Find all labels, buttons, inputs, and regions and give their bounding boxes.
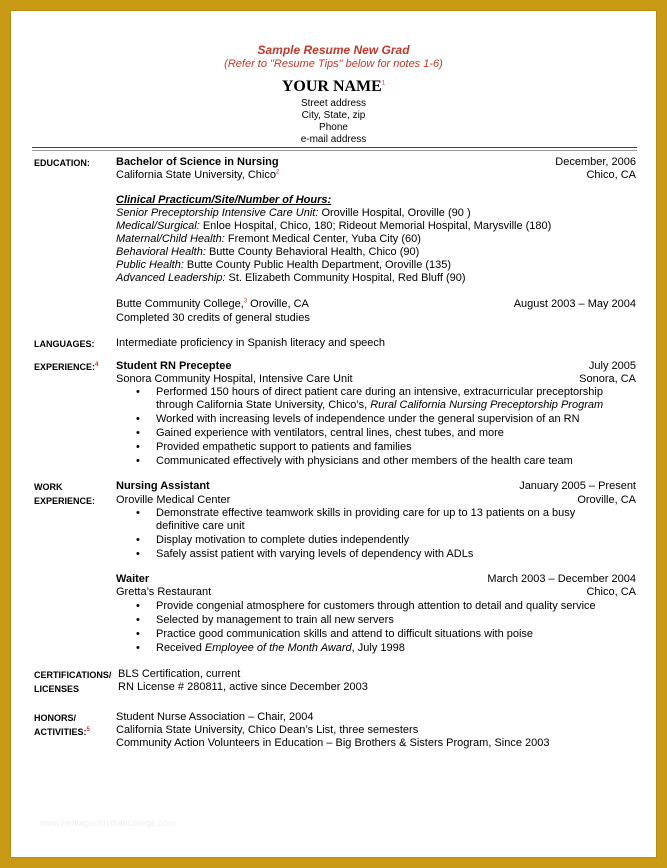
college: Butte Community College,$^3$ Oroville, CA	[116, 298, 309, 310]
college-note: 3	[243, 298, 248, 305]
watermark: www.heritagechristiancollege.com	[40, 818, 176, 828]
job-place: Oroville Medical Center	[116, 494, 231, 506]
clinical-item: Advanced Leadership: St. Elizabeth Community Hospital, Red Bluff (90)	[116, 272, 466, 284]
bullet-icon: •	[136, 548, 140, 560]
job-location: Sonora, CA	[579, 373, 636, 385]
address-line: e-mail address	[300, 134, 367, 145]
name-note: 1	[381, 80, 386, 87]
section-label-languages: LANGUAGES:	[34, 339, 95, 349]
name-text: YOUR NAME	[281, 78, 382, 95]
experience-note: 4	[95, 362, 99, 368]
header-rule-thin	[32, 150, 637, 151]
bullet-icon: •	[136, 534, 140, 546]
job-place: Sonora Community Hospital, Intensive Care Unit	[116, 373, 353, 385]
honor-item: California State University, Chico Dean’s List, three semesters	[116, 724, 419, 736]
section-label-certifications: CERTIFICATIONS/	[34, 670, 112, 680]
school	[116, 169, 279, 181]
job-location: Oroville, CA	[577, 494, 636, 506]
list-item: Safely assist patient with varying levels of dependency with ADLs	[156, 548, 474, 560]
bullet-icon: •	[136, 386, 140, 398]
section-label-activities: ACTIVITIES:$^5$	[34, 727, 90, 737]
school-note: 2	[275, 169, 280, 176]
bullet-icon: •	[136, 441, 140, 453]
resume-subtitle: (Refer to "Resume Tips" below for notes 1-6)	[224, 58, 443, 70]
list-item: Practice good communication skills and attend to difficult situations with poise	[156, 628, 534, 640]
job-date: March 2003 – December 2004	[487, 573, 636, 585]
address-line: Street address	[300, 98, 367, 109]
bullet-icon: •	[136, 413, 140, 425]
list-item-cont: through California State University, Chico’s, Rural California Nursing Preceptorship Program	[156, 399, 604, 411]
bullet-icon: •	[136, 628, 140, 640]
degree: Bachelor of Science in Nursing	[116, 156, 279, 168]
address-line: Phone	[319, 122, 348, 133]
address-line: City, State, zip	[301, 110, 366, 121]
list-item: Gained experience with ventilators, central lines, chest tubes, and more	[156, 427, 504, 439]
list-item: Provided empathetic support to patients and families	[156, 441, 412, 453]
resume-title: Sample Resume New Grad	[257, 43, 410, 57]
section-label-honors: HONORS/	[34, 713, 77, 723]
list-item: Performed 150 hours of direct patient care during an intensive, extracurricular preceptorship	[156, 386, 603, 398]
honors-note: 5	[86, 727, 90, 733]
job-title: Student RN Preceptee	[116, 360, 232, 372]
section-label-licenses: LICENSES	[34, 684, 80, 694]
degree-date: December, 2006	[555, 156, 636, 168]
section-label-experience: EXPERIENCE:$^4$	[34, 362, 99, 372]
clinical-item: Medical/Surgical: Enloe Hospital, Chico, 180; Rideout Memorial Hospital, Marysville (180)	[116, 220, 552, 232]
bullet-icon: •	[136, 614, 140, 626]
name-heading	[10, 78, 657, 96]
list-item: Communicated effectively with physicians and other members of the health care team	[156, 455, 573, 467]
job-title: Nursing Assistant	[116, 480, 210, 492]
bullet-icon: •	[136, 507, 140, 519]
section-label-work-2: EXPERIENCE:	[34, 496, 96, 506]
clinical-item: Public Health: Butte County Public Health Department, Oroville (135)	[116, 259, 452, 271]
job-date: July 2005	[588, 360, 636, 372]
clinical-item: Maternal/Child Health: Fremont Medical Center, Yuba City (60)	[116, 233, 421, 245]
job-date: January 2005 – Present	[519, 480, 636, 492]
college-detail: Completed 30 credits of general studies	[116, 312, 310, 324]
honor-item: Community Action Volunteers in Education – Big Brothers & Sisters Program, Since 2003	[116, 737, 550, 749]
bullet-icon: •	[136, 642, 140, 654]
job-title: Waiter	[116, 573, 150, 585]
school-location: Chico, CA	[586, 169, 636, 181]
certification-item: RN License # 280811, active since December 2003	[118, 681, 368, 693]
bullet-icon: •	[136, 427, 140, 439]
honor-item: Student Nurse Association – Chair, 2004	[116, 711, 314, 723]
job-location: Chico, CA	[586, 586, 636, 598]
list-item: Received Employee of the Month Award, July 1998	[156, 642, 405, 654]
resume-page	[10, 10, 657, 858]
certification-item: BLS Certification, current	[118, 668, 241, 680]
header-rule	[32, 147, 637, 148]
list-item: Display motivation to complete duties independently	[156, 534, 410, 546]
list-item: Worked with increasing levels of independence under the general supervision of an RN	[156, 413, 580, 425]
clinical-heading: Clinical Practicum/Site/Number of Hours:	[116, 194, 332, 206]
bullet-icon: •	[136, 600, 140, 612]
list-item: Selected by management to train all new servers	[156, 614, 394, 626]
languages-text: Intermediate proficiency in Spanish literacy and speech	[116, 337, 386, 349]
section-label-work: WORK	[34, 482, 63, 492]
bullet-icon: •	[136, 455, 140, 467]
section-label-education: EDUCATION:	[34, 158, 90, 168]
job-place: Gretta’s Restaurant	[116, 586, 212, 598]
list-item: Demonstrate effective teamwork skills in providing care for up to 13 patients on a busy	[156, 507, 576, 519]
list-item-cont: definitive care unit	[156, 520, 245, 532]
clinical-item: Senior Preceptorship Intensive Care Unit: Oroville Hospital, Oroville (90 )	[116, 207, 471, 219]
school-name: California State University, Chico	[116, 169, 276, 181]
list-item: Provide congenial atmosphere for customers through attention to detail and quality service	[156, 600, 596, 612]
clinical-item: Behavioral Health: Butte County Behavioral Health, Chico (90)	[116, 246, 420, 258]
college-dates: August 2003 – May 2004	[513, 298, 636, 310]
